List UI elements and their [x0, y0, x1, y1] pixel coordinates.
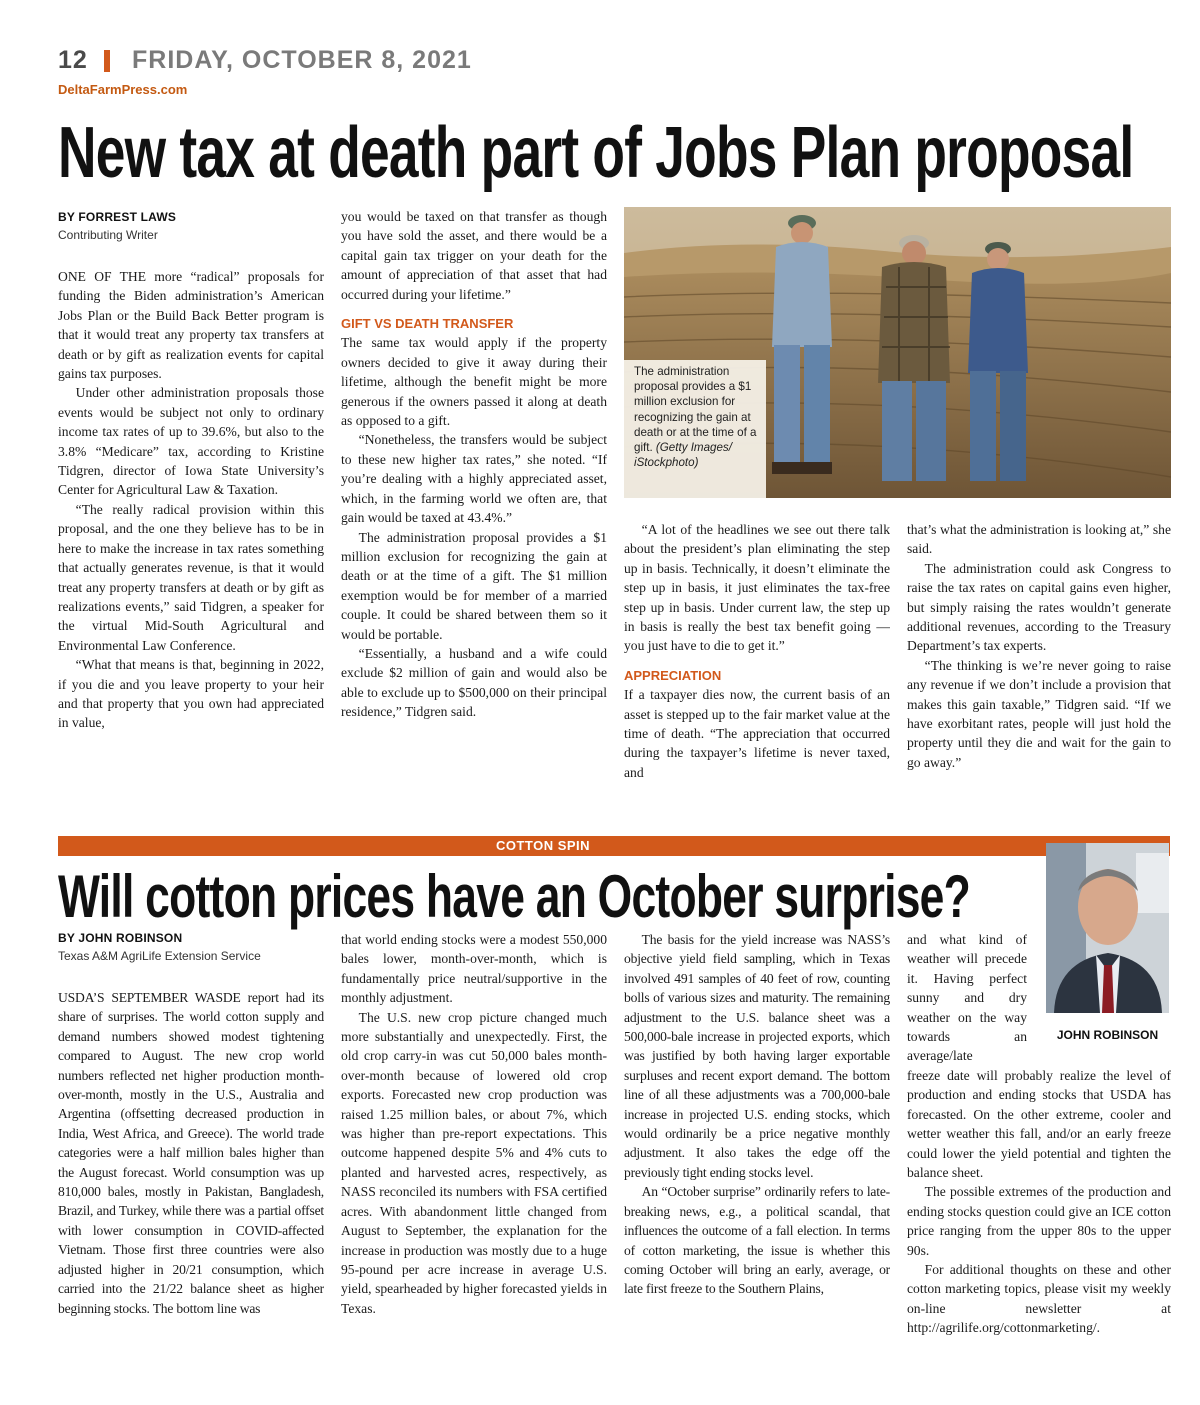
- article1-paragraph: “What that means is that, beginning in 2022, if you die and you leave property to your heir and that property that you own had appreciated in value,: [58, 657, 324, 731]
- article1-byline: BY FORREST LAWS: [58, 210, 177, 224]
- article2-paragraph: and what kind of weather will precede it. Having perfect sunny and dry weather on the way towards an average/late: [907, 932, 1027, 1064]
- article2-byline: BY JOHN ROBINSON: [58, 931, 183, 945]
- masthead-divider: [104, 50, 110, 72]
- article1-column-1: [58, 267, 324, 812]
- article1-paragraph: “A lot of the headlines we see out there talk about the president’s plan eliminating the step up in basis. Technically, it doesn’t eliminate the step up in basis, it just eliminates the tax-free step up in basis. Under current law, the step up in basis is really the best tax benefit going — you just have to die to get it.”: [624, 522, 890, 654]
- article2-column-4: [907, 1066, 1171, 1360]
- article2-paragraph: For additional thoughts on these and other cotton marketing topics, please visit my weekly on-line newsletter at http://agrilife.org/cottonmarketing/.: [907, 1262, 1171, 1336]
- article2-column-2: [341, 930, 607, 1360]
- article1-byline-block: [58, 210, 324, 242]
- article1-paragraph: “Essentially, a husband and a wife could exclude $2 million of gain and would also be able to exclude up to $500,000 on their principal residence,” Tidgren said.: [341, 645, 607, 720]
- article2-paragraph: freeze date will probably realize the level of production and ending stocks that USDA has forecasted. On the other extreme, cooler and wetter weather this fall, and/or an early freeze could lower the yield potential and tighten the balance sheet.: [907, 1068, 1171, 1181]
- article2-paragraph: The possible extremes of the production and ending stocks question could give an ICE cotton price ranging from the upper 80s to the upper 90s.: [907, 1184, 1171, 1258]
- article1-paragraph: “Nonetheless, the transfers would be subject to these new higher tax rates,” she noted. “If you’re dealing with a highly appreciated asset, which, in the farming world we often are, that gain would be taxed at 43.4%.”: [341, 432, 607, 526]
- portrait-caption: JOHN ROBINSON: [1056, 1028, 1159, 1042]
- article1-paragraph: The administration proposal provides a $1 million exclusion for recognizing the gain at death or at the time of a gift. The $1 million exemption would be for member of a married couple. It could be shared between them so it would be portable.: [341, 529, 607, 642]
- issue-date: FRIDAY, OCTOBER 8, 2021: [132, 46, 472, 74]
- article1-column-2: [341, 207, 607, 812]
- article2-column-4-narrow: [907, 930, 1027, 1067]
- article1-paragraph: If a taxpayer dies now, the current basis of an asset is stepped up to the fair market value at the time of death. “The appreciation that occurred during the taxpayer’s lifetime is never taxed, and: [624, 687, 890, 780]
- article1-paragraph: The same tax would apply if the property owners decided to give it away during their lifetime, although the benefit might be more generous if the owners passed it along at death as opposed to a gift.: [341, 335, 607, 429]
- article2-paragraph: The U.S. new crop picture changed much more substantially and unexpectedly. First, the old crop carry-in was cut 50,000 bales month-over-month because of lowered old crop exports. Forecasted new crop production was raised 1.25 million bales, or about 7%, which was higher than pre-report expectations. This outcome happened despite 5% and 4% cuts to planted and harvested acres, respectively, as NASS reconciled its numbers with FSA certified acres. With abandonment little changed from August to September, the explanation for the increase in production was mostly due to a huge 95-pound per acre increase in average U.S. yield, spearheaded by higher forecasted yields in Texas.: [341, 1009, 607, 1316]
- article2-headline: Will cotton prices have an October surprise?: [58, 863, 971, 930]
- photo-credit: (Getty Images/ iStockphoto): [634, 441, 732, 470]
- site-link[interactable]: DeltaFarmPress.com: [58, 82, 188, 97]
- page-number: 12: [58, 46, 88, 74]
- article1-paragraph: you would be taxed on that transfer as though you have sold the asset, and there would be a capital gain tax trigger on your death for the amount of appreciation of that asset that had occurred during your lifetime.”: [341, 209, 607, 302]
- article1-author-role: Contributing Writer: [58, 228, 158, 242]
- article1-paragraph: The administration could ask Congress to raise the tax rates on capital gains even higher, but simply raising the rates wouldn’t generate additional revenues, according to the Treasury Department’s tax experts.: [907, 560, 1171, 654]
- article1-subhead-appreciation: APPRECIATION: [624, 667, 722, 683]
- section-label: COTTON SPIN: [495, 838, 591, 853]
- article2-author-role: Texas A&M AgriLife Extension Service: [58, 949, 261, 963]
- article1-paragraph: “The thinking is we’re never going to raise any revenue if we don’t include a provision that makes this gain taxable,” Tidgren said. “If we have exorbitant rates, people will just hold the property until they die and wait for the gain to go away.”: [907, 657, 1171, 770]
- author-portrait: [1046, 843, 1169, 1013]
- article2-paragraph: USDA’S SEPTEMBER WASDE report had its share of surprises. The world cotton supply and demand numbers showed modest tightening compared to August. The new crop world numbers reflected net higher production month-over-month, mostly in the U.S., Australia and Argentina (offsetting decreased production in India, West Africa, and Greece). The world trade categories were a half million bales higher than the August forecast. World consumption was up 810,000 bales, mostly in Pakistan, Bangladesh, Brazil, and Turkey, while there was a partial offset with lower consumption in COVID-affected Vietnam. Those first three countries were also adjusted higher in 20/21 consumption, which carried into the 21/22 balance sheet as higher beginning stocks. The bottom line was: [58, 990, 324, 1316]
- article2-byline-block: [58, 931, 324, 963]
- article1-paragraph: ONE OF THE more “radical” proposals for funding the Biden administration’s American Jobs Plan or the Build Back Better program is that it would treat any property tax transfers at death or by gift as realization events for capital gains tax purposes.: [58, 269, 324, 382]
- article1-paragraph: “The really radical provision within this proposal, and the one they believe has to be in here to make the increase in tax rates something that actually generates revenue, is that it would treat any property transfers at death or by gift as realizations events,” said Tidgren, a speaker for the virtual Mid-South Agricultural and Environmental Law Conference.: [58, 501, 324, 653]
- article2-paragraph: An “October surprise” ordinarily refers to late-breaking news, e.g., a political scandal, that influences the outcome of a fall election. In terms of cotton marketing, the issue is whether this coming October will bring an early, average, or late first freeze to the Southern Plains,: [624, 1184, 890, 1297]
- article2-paragraph: that world ending stocks were a modest 550,000 bales lower, month-over-month, which is fundamentally price neutral/supportive in the monthly adjustment.: [341, 932, 607, 1006]
- article1-paragraph: Under other administration proposals those events would be subject not only to ordinary income tax rates of up to 39.6%, but also to the 3.8% “Medicare” tax, according to Kristine Tidgren, director of Iowa State University’s Center for Agricultural Law & Taxation.: [58, 385, 324, 498]
- article2-column-1: [58, 988, 324, 1360]
- article2-column-3: [624, 930, 890, 1360]
- article2-paragraph: The basis for the yield increase was NASS’s objective yield field sampling, which in Texas involved 491 samples of 40 feet of row, counting bolls of various sizes and maturity. The remaining adjustment to the U.S. balance sheet was a 500,000-bale increase in projected exports, which was justified by both having larger exportable surpluses and recent export demand. The bottom line of all these adjustments was a 700,000-bale increase in projected U.S. ending stocks, which would ordinarily be a price negative monthly adjustment. It also takes the edge off the previously tight ending stocks level.: [624, 932, 890, 1180]
- article1-headline: New tax at death part of Jobs Plan proposal: [58, 113, 1134, 193]
- photo-caption-text: The administration proposal provides a $1 million exclusion for recognizing the gain at death or at the time of a gift.: [634, 365, 757, 455]
- article1-subhead-gift: GIFT VS DEATH TRANSFER: [341, 316, 514, 332]
- article1-paragraph: that’s what the administration is looking at,” she said.: [907, 522, 1171, 557]
- article1-column-4: [907, 520, 1171, 812]
- article1-column-3: [624, 520, 890, 812]
- photo-caption: [624, 360, 766, 498]
